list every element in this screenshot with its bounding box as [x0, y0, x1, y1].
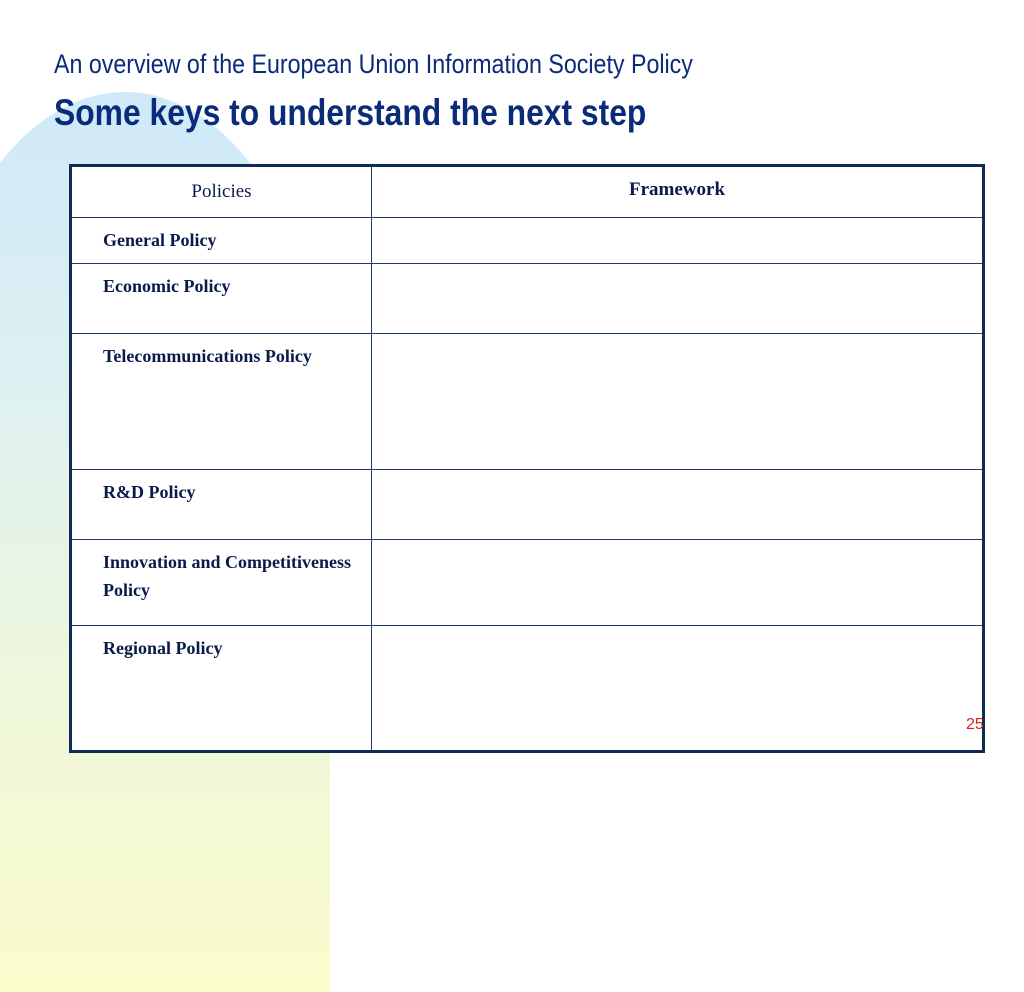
policy-cell-telecommunications: Telecommunications Policy	[71, 334, 372, 470]
table-row	[71, 334, 984, 470]
framework-header: Framework	[372, 166, 984, 218]
policies-header: Policies	[71, 166, 372, 218]
framework-cell-telecommunications	[372, 334, 984, 470]
policy-cell-economic: Economic Policy	[71, 264, 372, 334]
policy-cell-general: General Policy	[71, 218, 372, 264]
framework-cell-economic	[372, 264, 984, 334]
table-row	[71, 264, 984, 334]
framework-cell-rd	[372, 470, 984, 540]
table-header-row	[71, 166, 984, 218]
page-number: 25	[966, 716, 984, 733]
slide-subtitle: An overview of the European Union Information Society Policy	[54, 49, 693, 79]
framework-cell-innovation	[372, 540, 984, 626]
table-row	[71, 218, 984, 264]
policy-cell-regional: Regional Policy	[71, 626, 372, 752]
table-row	[71, 626, 984, 752]
policy-cell-innovation: Innovation and Competitiveness Policy	[71, 540, 372, 626]
framework-cell-general	[372, 218, 984, 264]
slide-title: Some keys to understand the next step	[54, 92, 647, 133]
table-row	[71, 470, 984, 540]
policy-table	[69, 164, 985, 753]
table-row	[71, 540, 984, 626]
policy-cell-rd: R&D Policy	[71, 470, 372, 540]
framework-cell-regional	[372, 626, 984, 752]
